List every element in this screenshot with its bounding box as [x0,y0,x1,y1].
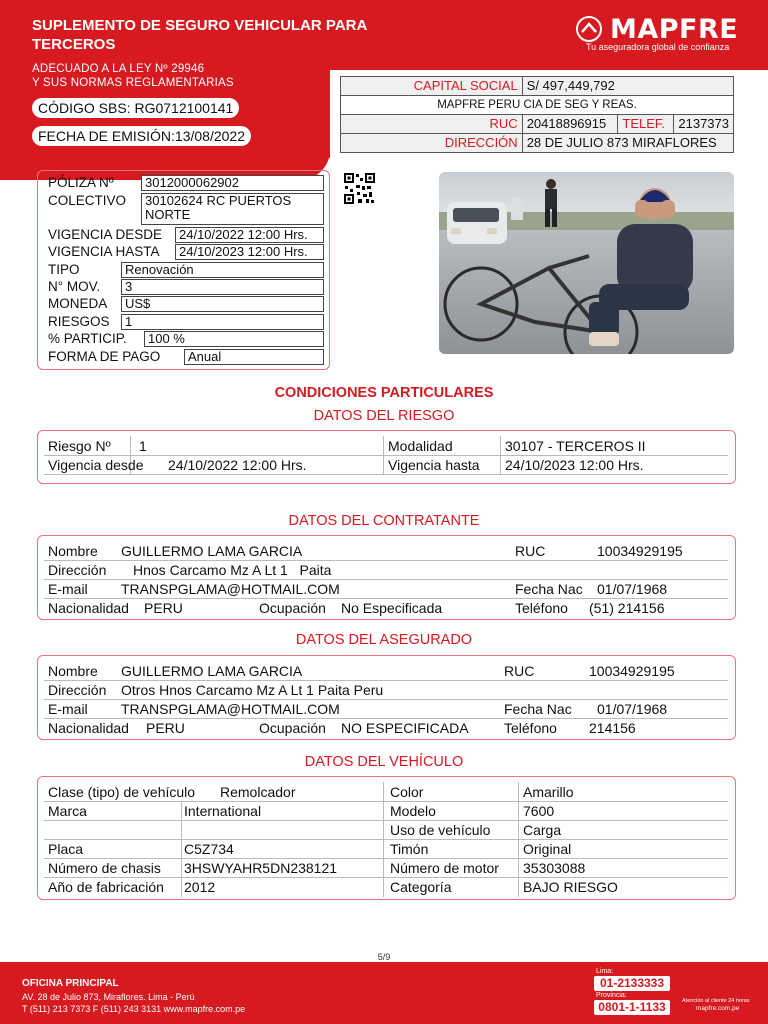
qr-code-icon [343,172,376,205]
asegurado-heading: DATOS DEL ASEGURADO [295,632,473,648]
lima-label: Lima: [596,968,614,975]
asegurado-ruc-value: 10034929195 [589,663,675,679]
asegurado-fecha-nac-label: Fecha Nac [504,701,572,717]
riesgo-vig-desde-label: Vigencia desde [48,457,144,473]
asegurado-nombre-label: Nombre [48,663,98,679]
colectivo-value: 30102624 RC PUERTOS NORTE [141,193,324,225]
company-name: MAPFRE PERU CIA DE SEG Y REAS. [341,96,734,115]
timon-label: Timón [390,841,429,857]
vehiculo-box [37,776,736,900]
footer-band [0,962,768,1024]
colectivo-label: COLECTIVO [48,193,127,208]
riesgo-value: 1 [139,438,147,454]
riesgos-label: RIESGOS [48,314,110,329]
asegurado-nacionalidad-value: PERU [146,720,185,736]
footer-web: mapfre.com.pe [696,1005,740,1012]
clase-value: Remolcador [220,784,296,800]
vehiculo-heading: DATOS DEL VEHÍCULO [304,754,464,770]
asegurado-nacionalidad-label: Nacionalidad [48,720,129,736]
lima-phone: 01-2133333 [594,976,670,991]
contratante-telefono-value: (51) 214156 [589,600,665,616]
vigencia-desde-label: VIGENCIA DESDE [48,227,163,242]
contratante-nombre-label: Nombre [48,543,98,559]
contratante-heading: DATOS DEL CONTRATANTE [288,513,480,529]
accident-photo [439,172,734,354]
asegurado-direccion-value: Otros Hnos Carcamo Mz A Lt 1 Paita Peru [121,682,384,698]
capital-value: S/ 497,449,792 [522,77,733,96]
poliza-label: PÓLIZA Nº [48,175,114,190]
timon-value: Original [523,841,572,857]
poliza-value: 3012000062902 [141,175,324,191]
forma-pago-label: FORMA DE PAGO [48,349,161,364]
riesgo-vig-desde-value: 24/10/2022 12:00 Hrs. [168,457,307,473]
moneda-value: US$ [121,296,324,312]
contratante-nacionalidad-label: Nacionalidad [48,600,129,616]
contratante-fecha-nac-label: Fecha Nac [515,581,583,597]
telef-value: 2137373 [674,115,734,134]
forma-pago-value: Anual [184,349,324,365]
color-value: Amarillo [523,784,574,800]
chasis-value: 3HSWYAHR5DN238121 [184,860,338,876]
law-note: ADECUADO A LA LEY Nº 29946 Y SUS NORMAS REGLAMENTARIAS [32,63,234,89]
riesgo-label: Riesgo Nº [48,438,111,454]
footer-atencion: Atención al cliente 24 horas [682,998,750,1004]
contratante-ocupacion-value: No Especificada [341,600,443,616]
contratante-ocupacion-label: Ocupación [259,600,326,616]
riesgo-box [37,430,736,484]
contratante-direccion-value: Hnos Carcamo Mz A Lt 1 Paita [133,562,332,578]
modalidad-value: 30107 - TERCEROS II [505,438,646,454]
contratante-telefono-label: Teléfono [515,600,568,616]
footer-phones: T (511) 213 7373 F (511) 243 3131 www.mapfre.com.pe [22,1004,246,1014]
nmov-label: N° MOV. [48,279,101,294]
asegurado-email-label: E-mail [48,701,88,717]
ruc-label: RUC [341,115,523,134]
anio-label: Año de fabricación [48,879,164,895]
footer-office-title: OFICINA PRINCIPAL [22,978,119,989]
clase-label: Clase (tipo) de vehículo [48,784,196,800]
contratante-email-value: TRANSPGLAMA@HOTMAIL.COM [121,581,340,597]
placa-label: Placa [48,841,84,857]
modelo-label: Modelo [390,803,436,819]
asegurado-telefono-label: Teléfono [504,720,557,736]
asegurado-ocupacion-label: Ocupación [259,720,326,736]
mapfre-emblem-icon [576,16,602,42]
contratante-nombre-value: GUILLERMO LAMA GARCIA [121,543,303,559]
uso-label: Uso de vehículo [390,822,491,838]
mapfre-logo: MAPFRE Tu aseguradora global de confianza [576,14,746,54]
contratante-fecha-nac-value: 01/07/1968 [597,581,668,597]
ruc-value: 20418896915 [522,115,618,134]
condiciones-heading: CONDICIONES PARTICULARES [274,385,494,401]
contratante-nacionalidad-value: PERU [144,600,183,616]
footer-address: AV. 28 de Julio 873, Miraflores. Lima - Perú [22,992,195,1002]
asegurado-email-value: TRANSPGLAMA@HOTMAIL.COM [121,701,340,717]
codigo-sbs-pill: CÓDIGO SBS: RG0712100141 [32,98,239,118]
asegurado-telefono-value: 214156 [589,720,636,736]
color-label: Color [390,784,424,800]
telef-label: TELEF. [618,115,674,134]
particip-value: 100 % [144,331,324,347]
document-title: SUPLEMENTO DE SEGURO VEHICULAR PARA TERCEROS [32,17,367,53]
vigencia-hasta-label: VIGENCIA HASTA [48,244,160,259]
categoria-value: BAJO RIESGO [523,879,618,895]
tipo-label: TIPO [48,262,80,277]
modelo-value: 7600 [523,803,555,819]
page-number: 5/9 [377,952,391,962]
uso-value: Carga [523,822,562,838]
riesgos-value: 1 [121,314,324,330]
categoria-label: Categoría [390,879,452,895]
vigencia-desde-value: 24/10/2022 12:00 Hrs. [175,227,324,243]
marca-value: International [184,803,262,819]
contratante-box [37,535,736,620]
modalidad-label: Modalidad [388,438,453,454]
asegurado-box [37,655,736,740]
direccion-label: DIRECCIÓN [341,134,523,153]
particip-label: % PARTICIP. [48,331,127,346]
riesgo-vig-hasta-value: 24/10/2023 12:00 Hrs. [505,457,644,473]
vigencia-hasta-value: 24/10/2023 12:00 Hrs. [175,244,324,260]
asegurado-nombre-value: GUILLERMO LAMA GARCIA [121,663,303,679]
moneda-label: MONEDA [48,296,108,311]
contratante-ruc-value: 10034929195 [597,543,683,559]
asegurado-ruc-label: RUC [504,663,535,679]
company-info-table [340,76,734,153]
motor-value: 35303088 [523,860,586,876]
contratante-ruc-label: RUC [515,543,546,559]
contratante-email-label: E-mail [48,581,88,597]
placa-value: C5Z734 [184,841,234,857]
chasis-label: Número de chasis [48,860,161,876]
fecha-emision-pill: FECHA DE EMISIÓN:13/08/2022 [32,126,251,146]
capital-label: CAPITAL SOCIAL [341,77,523,96]
nmov-value: 3 [121,279,324,295]
provincia-phone: 0801-1-1133 [594,1000,670,1015]
policy-summary-box [37,170,330,370]
asegurado-direccion-label: Dirección [48,682,107,698]
asegurado-ocupacion-value: NO ESPECIFICADA [341,720,469,736]
contratante-direccion-label: Dirección [48,562,107,578]
provincia-label: Provincia: [596,992,627,999]
tipo-value: Renovación [121,262,324,278]
riesgo-heading: DATOS DEL RIESGO [313,408,455,424]
direccion-value: 28 DE JULIO 873 MIRAFLORES [522,134,733,153]
asegurado-fecha-nac-value: 01/07/1968 [597,701,668,717]
marca-label: Marca [48,803,87,819]
motor-label: Número de motor [390,860,499,876]
riesgo-vig-hasta-label: Vigencia hasta [388,457,480,473]
anio-value: 2012 [184,879,216,895]
